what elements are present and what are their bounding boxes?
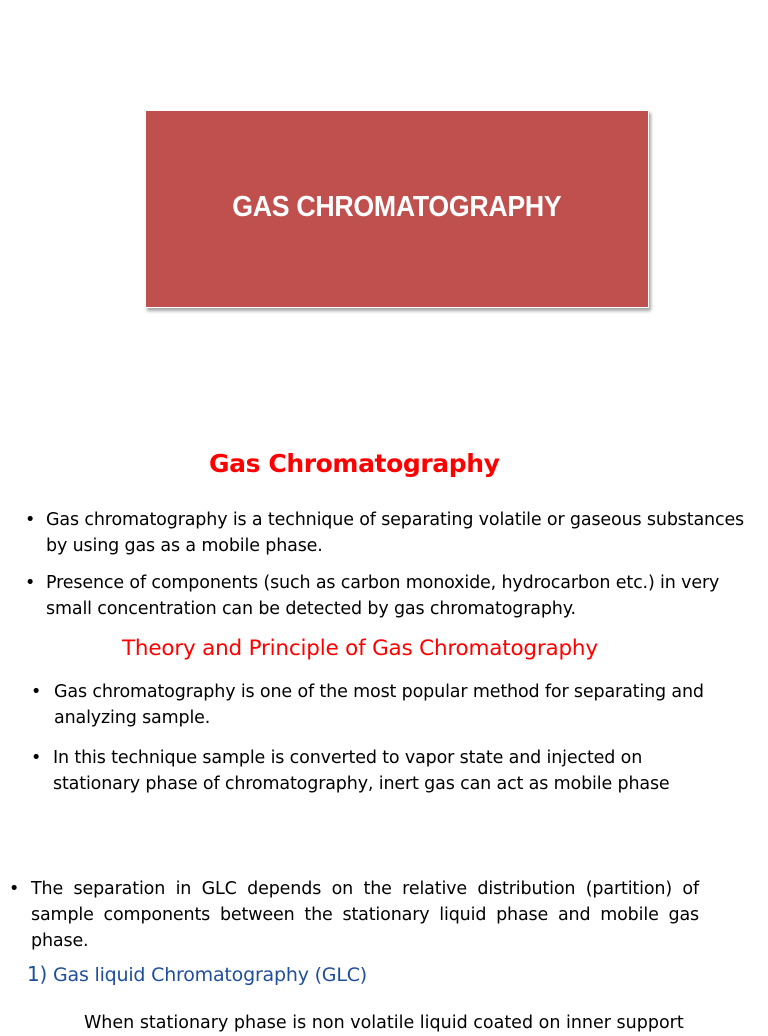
sub-heading-text: Gas liquid Chromatography (GLC) <box>52 964 367 986</box>
bullet-text: Gas chromatography is a technique of separating volatile or gaseous substances by using gas as a mobile phase. <box>46 510 745 556</box>
bullet-glyph: • <box>31 748 42 768</box>
title-banner <box>145 110 649 308</box>
section-heading-theory: Theory and Principle of Gas Chromatography <box>122 636 598 661</box>
slide-title: GAS CHROMATOGRAPHY <box>232 191 562 223</box>
bullet-item <box>25 507 765 559</box>
bullet-glyph: • <box>25 573 36 593</box>
bullet-text: The separation in GLC depends on the relative distribution (partition) of sample components between the stationary liquid phase and mobile gas phase. <box>31 879 699 951</box>
bullet-item <box>9 876 699 954</box>
sub-heading-glc <box>27 962 367 986</box>
bullet-glyph: • <box>25 510 36 530</box>
bullet-glyph: • <box>9 879 20 899</box>
bullet-item <box>31 745 731 797</box>
bullet-text: Presence of components (such as carbon monoxide, hydrocarbon etc.) in very small concentration can be detected by gas chromatography. <box>46 573 720 619</box>
bullet-text: Gas chromatography is one of the most popular method for separating and analyzing sample. <box>54 682 704 728</box>
bullet-text: In this technique sample is converted to vapor state and injected on stationary phase of chromatography, inert gas can act as mobile phase <box>53 748 670 794</box>
section-heading-gas-chromatography: Gas Chromatography <box>209 449 500 478</box>
bullet-glyph: • <box>31 682 42 702</box>
sub-heading-number: 1) <box>27 962 48 986</box>
bullet-item <box>31 679 761 731</box>
bullet-item <box>25 570 768 622</box>
partial-text-line: When stationary phase is non volatile liquid coated on inner support <box>84 1013 684 1033</box>
